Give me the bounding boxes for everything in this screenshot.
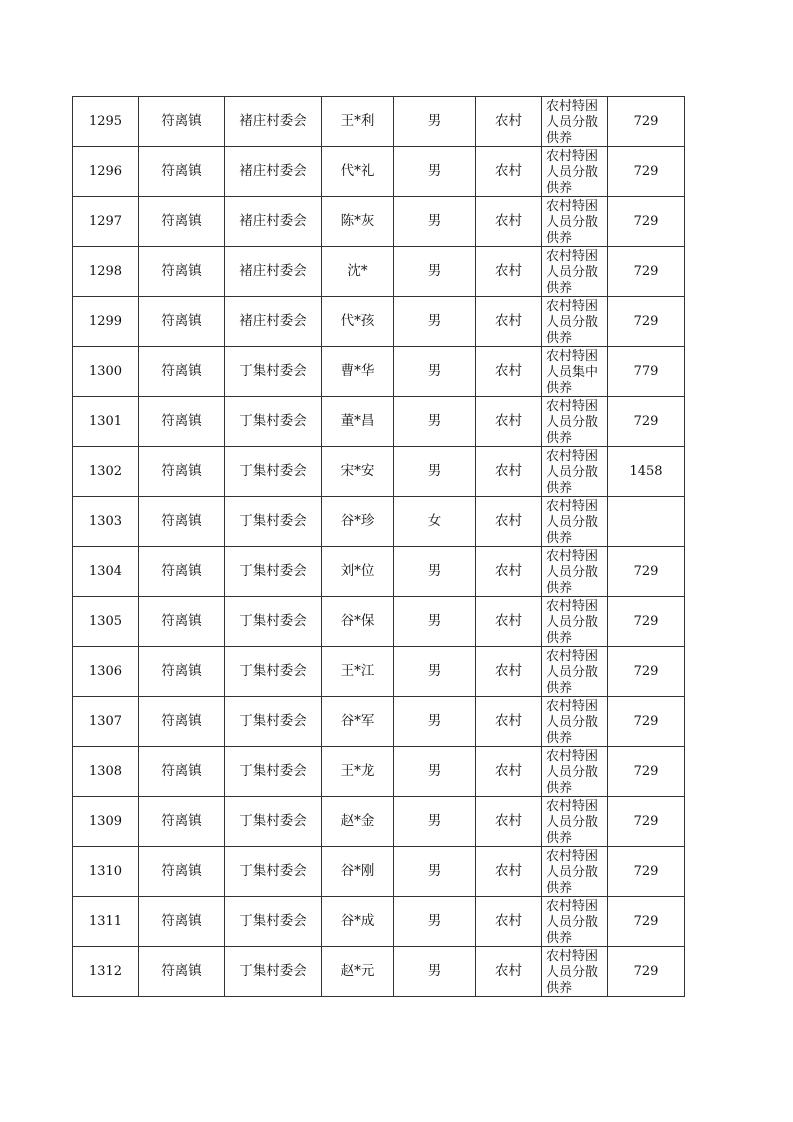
serial-number-cell: 1300 [73, 347, 139, 397]
serial-number-cell: 1309 [73, 797, 139, 847]
village-cell: 丁集村委会 [225, 397, 322, 447]
area-type-cell: 农村 [476, 397, 542, 447]
area-type-cell: 农村 [476, 647, 542, 697]
person-name-cell: 谷*珍 [322, 497, 394, 547]
serial-number-cell: 1296 [73, 147, 139, 197]
village-cell: 丁集村委会 [225, 797, 322, 847]
person-name-cell: 王*龙 [322, 747, 394, 797]
person-name-cell: 王*利 [322, 97, 394, 147]
table-body [73, 97, 685, 997]
area-type-cell: 农村 [476, 147, 542, 197]
village-cell: 褚庄村委会 [225, 197, 322, 247]
support-category-text: 农村特困人员分散供养 [546, 749, 599, 796]
relief-roster-table [72, 96, 685, 997]
village-cell: 丁集村委会 [225, 847, 322, 897]
support-category-text: 农村特困人员分散供养 [546, 699, 599, 746]
support-category-cell [542, 797, 608, 847]
town-cell: 符离镇 [139, 547, 225, 597]
table-row [73, 197, 685, 247]
town-cell: 符离镇 [139, 647, 225, 697]
support-category-text: 农村特困人员分散供养 [546, 249, 599, 296]
amount-cell: 729 [608, 247, 685, 297]
serial-number-cell: 1308 [73, 747, 139, 797]
table-row [73, 97, 685, 147]
serial-number-cell: 1301 [73, 397, 139, 447]
amount-cell: 729 [608, 797, 685, 847]
amount-cell: 729 [608, 97, 685, 147]
area-type-cell: 农村 [476, 847, 542, 897]
serial-number-cell: 1303 [73, 497, 139, 547]
support-category-text: 农村特困人员分散供养 [546, 149, 599, 196]
area-type-cell: 农村 [476, 347, 542, 397]
area-type-cell: 农村 [476, 797, 542, 847]
support-category-cell [542, 147, 608, 197]
gender-cell: 男 [394, 347, 476, 397]
village-cell: 褚庄村委会 [225, 247, 322, 297]
person-name-cell: 沈* [322, 247, 394, 297]
support-category-cell [542, 697, 608, 747]
village-cell: 丁集村委会 [225, 497, 322, 547]
table-row [73, 497, 685, 547]
village-cell: 丁集村委会 [225, 897, 322, 947]
table-row [73, 847, 685, 897]
gender-cell: 男 [394, 697, 476, 747]
gender-cell: 男 [394, 397, 476, 447]
gender-cell: 男 [394, 747, 476, 797]
town-cell: 符离镇 [139, 797, 225, 847]
support-category-cell [542, 97, 608, 147]
person-name-cell: 董*昌 [322, 397, 394, 447]
table-row [73, 597, 685, 647]
gender-cell: 男 [394, 547, 476, 597]
person-name-cell: 曹*华 [322, 347, 394, 397]
support-category-text: 农村特困人员分散供养 [546, 449, 599, 496]
town-cell: 符离镇 [139, 847, 225, 897]
amount-cell: 1458 [608, 447, 685, 497]
support-category-text: 农村特困人员分散供养 [546, 499, 599, 546]
person-name-cell: 赵*金 [322, 797, 394, 847]
support-category-text: 农村特困人员分散供养 [546, 649, 599, 696]
amount-cell: 729 [608, 947, 685, 997]
serial-number-cell: 1295 [73, 97, 139, 147]
village-cell: 褚庄村委会 [225, 97, 322, 147]
serial-number-cell: 1302 [73, 447, 139, 497]
serial-number-cell: 1305 [73, 597, 139, 647]
town-cell: 符离镇 [139, 197, 225, 247]
support-category-text: 农村特困人员分散供养 [546, 199, 599, 246]
area-type-cell: 农村 [476, 897, 542, 947]
town-cell: 符离镇 [139, 447, 225, 497]
town-cell: 符离镇 [139, 597, 225, 647]
gender-cell: 男 [394, 597, 476, 647]
person-name-cell: 代*礼 [322, 147, 394, 197]
amount-cell: 729 [608, 647, 685, 697]
gender-cell: 男 [394, 447, 476, 497]
table-row [73, 547, 685, 597]
town-cell: 符离镇 [139, 897, 225, 947]
support-category-text: 农村特困人员分散供养 [546, 299, 599, 346]
town-cell: 符离镇 [139, 697, 225, 747]
support-category-text: 农村特困人员分散供养 [546, 899, 599, 946]
person-name-cell: 代*孩 [322, 297, 394, 347]
serial-number-cell: 1310 [73, 847, 139, 897]
town-cell: 符离镇 [139, 397, 225, 447]
town-cell: 符离镇 [139, 147, 225, 197]
gender-cell: 男 [394, 97, 476, 147]
support-category-cell [542, 597, 608, 647]
support-category-cell [542, 847, 608, 897]
table-row [73, 897, 685, 947]
town-cell: 符离镇 [139, 497, 225, 547]
gender-cell: 男 [394, 897, 476, 947]
table-row [73, 647, 685, 697]
village-cell: 褚庄村委会 [225, 297, 322, 347]
amount-cell: 729 [608, 197, 685, 247]
person-name-cell: 谷*保 [322, 597, 394, 647]
support-category-cell [542, 247, 608, 297]
gender-cell: 男 [394, 147, 476, 197]
table-row [73, 947, 685, 997]
serial-number-cell: 1298 [73, 247, 139, 297]
person-name-cell: 王*江 [322, 647, 394, 697]
person-name-cell: 谷*军 [322, 697, 394, 747]
person-name-cell: 陈*灰 [322, 197, 394, 247]
amount-cell: 729 [608, 547, 685, 597]
amount-cell: 729 [608, 747, 685, 797]
amount-cell: 729 [608, 397, 685, 447]
amount-cell [608, 497, 685, 547]
gender-cell: 男 [394, 297, 476, 347]
table-row [73, 247, 685, 297]
gender-cell: 男 [394, 197, 476, 247]
person-name-cell: 刘*位 [322, 547, 394, 597]
table-row [73, 297, 685, 347]
person-name-cell: 谷*成 [322, 897, 394, 947]
serial-number-cell: 1304 [73, 547, 139, 597]
person-name-cell: 谷*刚 [322, 847, 394, 897]
serial-number-cell: 1306 [73, 647, 139, 697]
area-type-cell: 农村 [476, 697, 542, 747]
gender-cell: 男 [394, 647, 476, 697]
gender-cell: 男 [394, 247, 476, 297]
area-type-cell: 农村 [476, 547, 542, 597]
amount-cell: 729 [608, 697, 685, 747]
amount-cell: 779 [608, 347, 685, 397]
support-category-text: 农村特困人员分散供养 [546, 549, 599, 596]
amount-cell: 729 [608, 297, 685, 347]
table-row [73, 147, 685, 197]
support-category-text: 农村特困人员分散供养 [546, 849, 599, 896]
support-category-cell [542, 197, 608, 247]
gender-cell: 男 [394, 797, 476, 847]
gender-cell: 男 [394, 847, 476, 897]
support-category-cell [542, 397, 608, 447]
village-cell: 丁集村委会 [225, 597, 322, 647]
area-type-cell: 农村 [476, 947, 542, 997]
support-category-cell [542, 947, 608, 997]
support-category-text: 农村特困人员分散供养 [546, 99, 599, 146]
support-category-text: 农村特困人员分散供养 [546, 399, 599, 446]
support-category-text: 农村特困人员分散供养 [546, 949, 599, 996]
serial-number-cell: 1297 [73, 197, 139, 247]
area-type-cell: 农村 [476, 97, 542, 147]
table-row [73, 397, 685, 447]
support-category-text: 农村特困人员集中供养 [546, 349, 599, 396]
table-row [73, 447, 685, 497]
support-category-cell [542, 547, 608, 597]
area-type-cell: 农村 [476, 297, 542, 347]
village-cell: 丁集村委会 [225, 547, 322, 597]
village-cell: 丁集村委会 [225, 647, 322, 697]
support-category-cell [542, 347, 608, 397]
town-cell: 符离镇 [139, 297, 225, 347]
village-cell: 丁集村委会 [225, 747, 322, 797]
serial-number-cell: 1311 [73, 897, 139, 947]
table-row [73, 797, 685, 847]
area-type-cell: 农村 [476, 247, 542, 297]
serial-number-cell: 1312 [73, 947, 139, 997]
support-category-cell [542, 897, 608, 947]
support-category-cell [542, 447, 608, 497]
serial-number-cell: 1299 [73, 297, 139, 347]
area-type-cell: 农村 [476, 747, 542, 797]
support-category-cell [542, 747, 608, 797]
table-row [73, 347, 685, 397]
gender-cell: 女 [394, 497, 476, 547]
table-row [73, 697, 685, 747]
table-row [73, 747, 685, 797]
person-name-cell: 宋*安 [322, 447, 394, 497]
serial-number-cell: 1307 [73, 697, 139, 747]
town-cell: 符离镇 [139, 247, 225, 297]
person-name-cell: 赵*元 [322, 947, 394, 997]
support-category-cell [542, 647, 608, 697]
amount-cell: 729 [608, 897, 685, 947]
gender-cell: 男 [394, 947, 476, 997]
town-cell: 符离镇 [139, 347, 225, 397]
support-category-cell [542, 497, 608, 547]
town-cell: 符离镇 [139, 747, 225, 797]
area-type-cell: 农村 [476, 497, 542, 547]
area-type-cell: 农村 [476, 197, 542, 247]
amount-cell: 729 [608, 597, 685, 647]
amount-cell: 729 [608, 147, 685, 197]
support-category-text: 农村特困人员分散供养 [546, 599, 599, 646]
area-type-cell: 农村 [476, 597, 542, 647]
town-cell: 符离镇 [139, 947, 225, 997]
village-cell: 褚庄村委会 [225, 147, 322, 197]
amount-cell: 729 [608, 847, 685, 897]
town-cell: 符离镇 [139, 97, 225, 147]
area-type-cell: 农村 [476, 447, 542, 497]
village-cell: 丁集村委会 [225, 447, 322, 497]
support-category-text: 农村特困人员分散供养 [546, 799, 599, 846]
village-cell: 丁集村委会 [225, 947, 322, 997]
village-cell: 丁集村委会 [225, 697, 322, 747]
village-cell: 丁集村委会 [225, 347, 322, 397]
support-category-cell [542, 297, 608, 347]
